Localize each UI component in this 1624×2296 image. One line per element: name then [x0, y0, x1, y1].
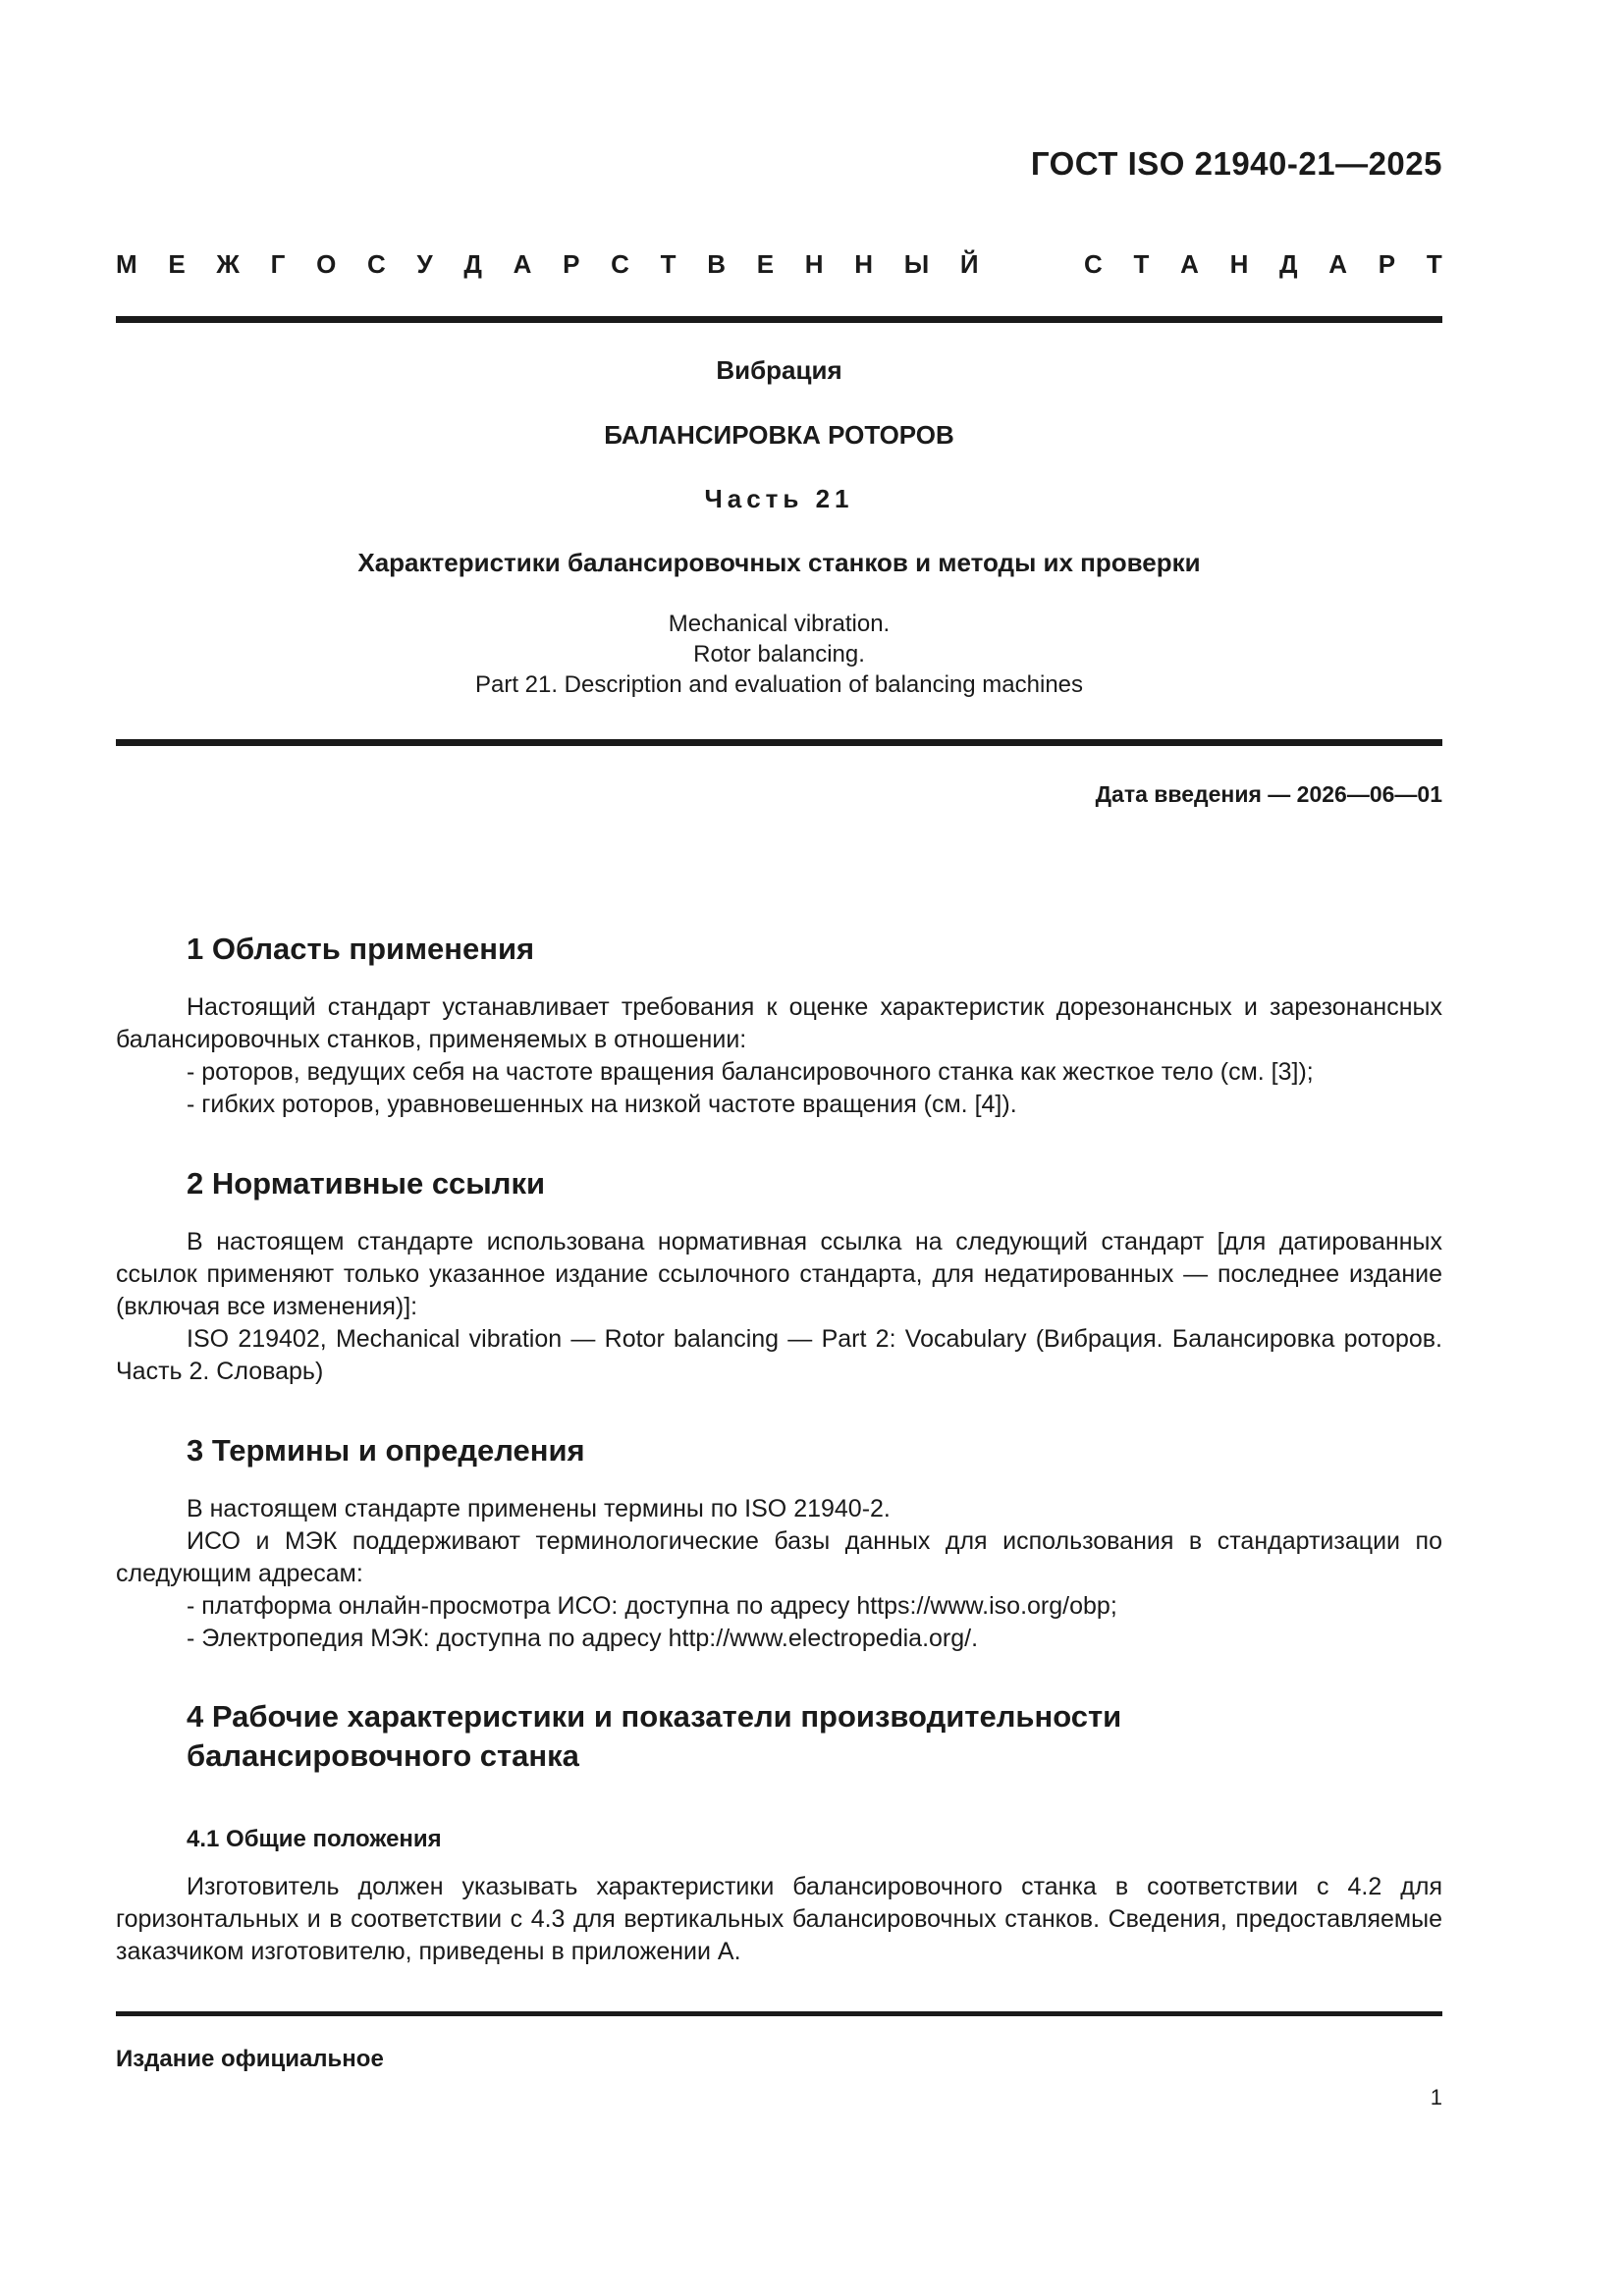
paragraph: Изготовитель должен указывать характеристики балансировочного станка в соответствии с 4.2 для горизонтальных и в соответствии с 4.3 для вертикальных балансировочных станков. Сведения, предоставляемые заказчиком изготовителю, приведены в приложении А.: [116, 1873, 1442, 1965]
spaced-letter: С: [367, 249, 386, 279]
spaced-letter: С: [611, 249, 629, 279]
section-4-heading: [187, 1697, 1121, 1776]
list-item: - гибких роторов, уравновешенных на низкой частоте вращения (см. [4]).: [187, 1091, 1017, 1118]
section-4-body: [116, 1871, 1442, 1968]
spaced-letter: Т: [1133, 249, 1150, 279]
section-4-heading-line: балансировочного станка: [187, 1738, 579, 1773]
spaced-letter: А: [1328, 249, 1348, 279]
spaced-letter: О: [316, 249, 337, 279]
section-1-body: [116, 991, 1442, 1121]
spaced-letter: Н: [854, 249, 874, 279]
paragraph: В настоящем стандарте использована нормативная ссылка на следующий стандарт [для датированных ссылок применяют только указанное издание ссылочного стандарта, для недатированных — последнее издание (включая все изменения)]:: [116, 1228, 1442, 1320]
list-item: - платформа онлайн-просмотра ИСО: доступна по адресу https://www.iso.org/obp;: [187, 1592, 1117, 1620]
top-rule: [116, 316, 1442, 323]
english-title-line: Rotor balancing.: [693, 641, 865, 667]
subsection-4-1-heading: 4.1 Общие положения: [187, 1826, 442, 1852]
standard-type-heading: [116, 249, 1442, 280]
spaced-letter: Н: [1229, 249, 1249, 279]
english-title-line: Part 21. Description and evaluation of balancing machines: [474, 671, 1084, 698]
spaced-letter: Й: [959, 249, 979, 279]
list-item: - Электропедия МЭК: доступна по адресу http://www.electropedia.org/.: [187, 1625, 979, 1652]
paragraph: ИСО и МЭК поддерживают терминологические базы данных для использования в стандартизации по следующим адресам:: [116, 1527, 1442, 1587]
section-4-heading-line: 4 Рабочие характеристики и показатели производительности: [187, 1699, 1122, 1734]
spaced-letter: Д: [463, 249, 482, 279]
list-item: - роторов, ведущих себя на частоте вращения балансировочного станка как жесткое тело (см. [3]);: [187, 1058, 1314, 1086]
spaced-letter: Н: [804, 249, 824, 279]
official-edition-label: Издание официальное: [116, 2046, 384, 2072]
english-title: [116, 609, 1442, 700]
paragraph: В настоящем стандарте применены термины по ISO 21940-2.: [187, 1495, 891, 1522]
section-2-body: [116, 1226, 1442, 1388]
page-number: 1: [1430, 2085, 1442, 2109]
title-topic: Вибрация: [716, 355, 842, 385]
spaced-letter: А: [1180, 249, 1199, 279]
section-3-body: [116, 1493, 1442, 1655]
spaced-letter: Р: [1378, 249, 1396, 279]
spaced-letter: Ж: [216, 249, 240, 279]
title-part: Часть 21: [704, 484, 854, 513]
section-1-heading: 1 Область применения: [187, 932, 535, 966]
spaced-letter: А: [513, 249, 532, 279]
section-2-heading: 2 Нормативные ссылки: [187, 1166, 546, 1201]
spaced-letter: Е: [168, 249, 186, 279]
spaced-letter: Ы: [903, 249, 930, 279]
spaced-letter: Р: [563, 249, 580, 279]
title-main: БАЛАНСИРОВКА РОТОРОВ: [604, 420, 954, 450]
english-title-line: Mechanical vibration.: [668, 611, 891, 637]
spaced-letter: Т: [660, 249, 677, 279]
paragraph: Настоящий стандарт устанавливает требования к оценке характеристик дорезонансных и зарезонансных балансировочных станков, применяемых в отношении:: [116, 993, 1442, 1053]
introduction-date: Дата введения — 2026—06—01: [1095, 781, 1442, 807]
spaced-letter: С: [1084, 249, 1103, 279]
section-3-heading: 3 Термины и определения: [187, 1433, 585, 1468]
title-bottom-rule: [116, 739, 1442, 746]
title-subtitle: Характеристики балансировочных станков и методы их проверки: [357, 548, 1201, 577]
document-designation: ГОСТ ISO 21940-21—2025: [1030, 145, 1442, 182]
spaced-letter: В: [707, 249, 727, 279]
spaced-letter: Д: [1279, 249, 1298, 279]
paragraph: ISO 219402, Mechanical vibration — Rotor balancing — Part 2: Vocabulary (Вибрация. Балансировка роторов. Часть 2. Словарь): [116, 1325, 1442, 1385]
footer-rule: [116, 2011, 1442, 2016]
spaced-letter: Т: [1426, 249, 1442, 279]
spaced-letter: Е: [756, 249, 775, 279]
spaced-letter: Г: [270, 249, 286, 279]
spaced-letter: У: [416, 249, 433, 279]
spaced-letter: М: [116, 249, 137, 279]
